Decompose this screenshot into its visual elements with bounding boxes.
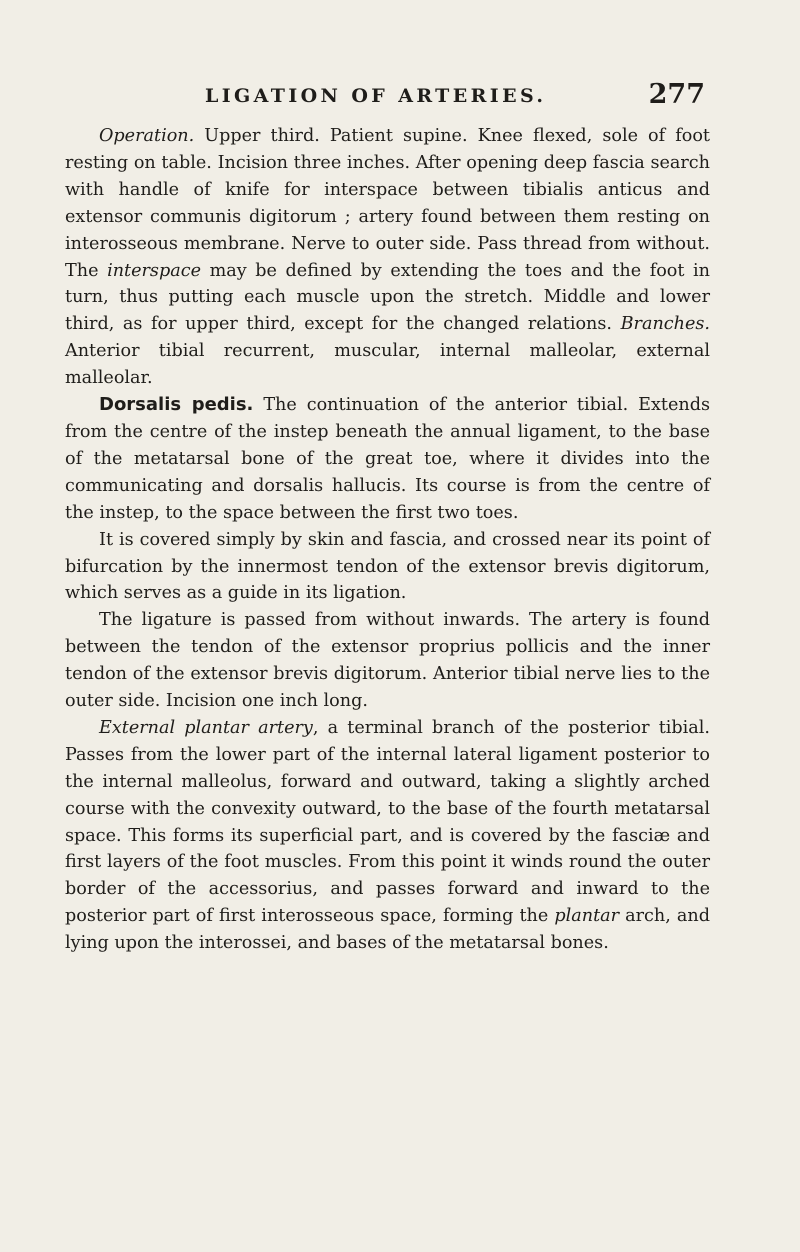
covered-paragraph: It is covered simply by skin and fascia, and crossed near its point of bifurcation by the innermost tendon of the extensor brevis digitorum, which serves as a guide in its ligation.	[65, 529, 710, 604]
external-plantar-paragraph	[65, 715, 710, 957]
dorsalis-heading: Dorsalis pedis.	[99, 394, 254, 416]
page-header	[65, 79, 705, 113]
operation-heading: Operation.	[99, 126, 195, 146]
external-plantar-heading: External plantar artery	[99, 717, 313, 738]
interspace-term: interspace	[107, 260, 201, 281]
ligature-paragraph: The ligature is passed from without inwards. The artery is found between the tendon of the extensor proprius pollicis and the inner tendon of the extensor brevis digitorum. Anterior tibial nerve lies to the outer side. Incision one inch long.	[65, 610, 710, 712]
external-plantar-text-2: arch, and lying upon the interossei, and bases of the metatarsal bones.	[65, 906, 710, 954]
dorsalis-text: The continuation of the anterior tibial. Extends from the centre of the instep beneath the annual ligament, to the base of the metatarsal bone of the great toe, where it divides into the communicating and dorsalis hallucis. Its course is from the centre of the instep, to the space between the first two toes.	[65, 395, 710, 523]
external-plantar-text-1: , a terminal branch of the posterior tibial. Passes from the lower part of the internal lateral ligament posterior to the internal malleolus, forward and outward, taking a slightly arched course with the convexity outward, to the base of the fourth metatarsal space. This forms its superficial part, and is covered by the fasciæ and first layers of the foot muscles. From this point it winds round the outer border of the accessorius, and passes forward and inward to the posterior part of first interosseous space, forming the	[65, 717, 710, 927]
page-number: 277	[648, 79, 705, 110]
running-title: LIGATION OF ARTERIES.	[205, 85, 547, 107]
operation-text-3: Anterior tibial recurrent, muscular, internal malleolar, external malleolar.	[65, 341, 710, 389]
page-body	[65, 123, 710, 957]
plantar-term: plantar	[554, 906, 620, 927]
operation-text-1: Upper third. Patient supine. Knee flexed, sole of foot resting on table. Incision three inches. After opening deep fascia search with handle of knife for interspace between tibialis anticus and extensor communis digitorum ; artery found between them resting on interosseous membrane. Nerve to outer side. Pass thread from without. The	[65, 126, 710, 281]
operation-text-2: may be defined by extending the toes and the foot in turn, thus putting each muscle upon the stretch. Middle and lower third, as for upper third, except for the changed relations.	[65, 260, 711, 335]
dorsalis-paragraph	[65, 392, 710, 527]
branches-heading: Branches.	[620, 314, 710, 335]
operation-paragraph	[65, 123, 710, 392]
